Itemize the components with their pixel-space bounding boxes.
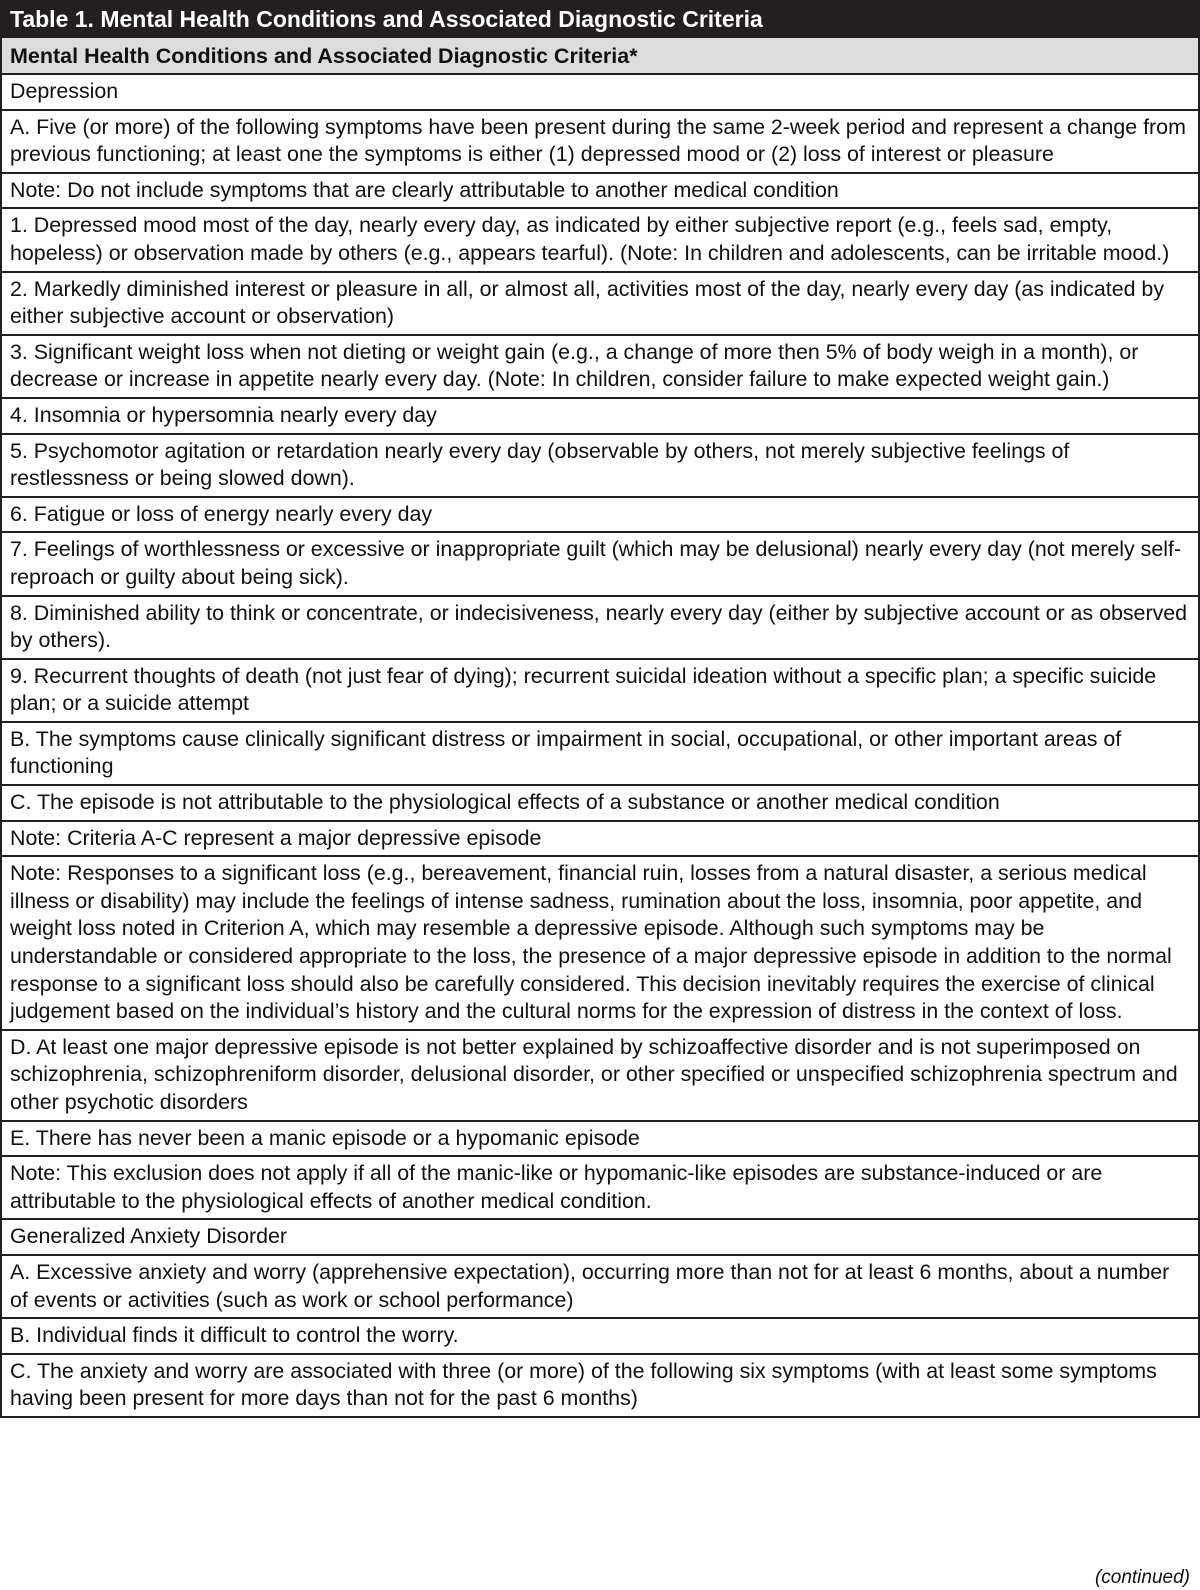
table-row: A. Excessive anxiety and worry (apprehensive expectation), occurring more than not for at least 6 months, about a number of events or activities (such as work or school performance) [2, 1256, 1198, 1319]
table-row: 1. Depressed mood most of the day, nearly every day, as indicated by either subjective report (e.g., feels sad, empty, hopeless) or observation made by others (e.g., appears tearful). (Note: In children and adolescents, can be irritable mood.) [2, 209, 1198, 272]
continued-note: (continued) [1094, 1567, 1190, 1588]
table-row: C. The episode is not attributable to the physiological effects of a substance or another medical condition [2, 786, 1198, 822]
table-title: Table 1. Mental Health Conditions and Associated Diagnostic Criteria [0, 0, 1200, 38]
table-row: C. The anxiety and worry are associated with three (or more) of the following six symptoms (with at least some symptoms having been present for more days than not for the past 6 months) [10, 1358, 1157, 1411]
table-row: Note: Criteria A-C represent a major depressive episode [2, 822, 1198, 858]
table-row: 6. Fatigue or loss of energy nearly every day [2, 498, 1198, 534]
table-row: Note: This exclusion does not apply if all of the manic-like or hypomanic-like episodes are substance-induced or are attributable to the physiological effects of another medical condition. [2, 1157, 1198, 1220]
table-row: B. The symptoms cause clinically significant distress or impairment in social, occupational, or other important areas of functioning [2, 723, 1198, 786]
table-row: A. Five (or more) of the following symptoms have been present during the same 2-week period and represent a change from previous functioning; at least one the symptoms is either (1) depressed mood or (2) loss of interest or pleasure [2, 111, 1198, 174]
table-row: B. Individual finds it difficult to control the worry. [2, 1319, 1198, 1355]
table-row: 8. Diminished ability to think or concentrate, or indecisiveness, nearly every day (either by subjective account or as observed by others). [2, 597, 1198, 660]
table-row-depression-heading: Depression [2, 75, 1198, 111]
table-row: E. There has never been a manic episode or a hypomanic episode [2, 1122, 1198, 1158]
table-row: 7. Feelings of worthlessness or excessive or inappropriate guilt (which may be delusional) nearly every day (not merely self-reproach or guilty about being sick). [2, 533, 1198, 596]
table-row: D. At least one major depressive episode is not better explained by schizoaffective disorder and is not superimposed on schizophrenia, schizophreniform disorder, delusional disorder, or other specified or unspecified schizophrenia spectrum and other psychotic disorders [2, 1031, 1198, 1122]
table-row: Note: Responses to a significant loss (e.g., bereavement, financial ruin, losses from a natural disaster, a serious medical illness or disability) may include the feelings of intense sadness, rumination about the loss, insomnia, poor appetite, and weight loss noted in Criterion A, which may resemble a depressive episode. Although such symptoms may be understandable or considered appropriate to the loss, the presence of a major depressive episode in addition to the normal response to a significant loss should also be carefully considered. This decision inevitably requires the exercise of clinical judgement based on the individual’s history and the cultural norms for the expression of distress in the context of loss. [2, 857, 1198, 1031]
table-row-gad-heading: Generalized Anxiety Disorder [2, 1220, 1198, 1256]
criteria-table [0, 38, 1200, 1418]
table-subheader: Mental Health Conditions and Associated Diagnostic Criteria* [2, 38, 1198, 75]
table-row: 3. Significant weight loss when not dieting or weight gain (e.g., a change of more then 5% of body weigh in a month), or decrease or increase in appetite nearly every day. (Note: In children, consider failure to make expected weight gain.) [2, 336, 1198, 399]
table-row: 2. Markedly diminished interest or pleasure in all, or almost all, activities most of the day, nearly every day (as indicated by either subjective account or observation) [2, 273, 1198, 336]
table-row: Note: Do not include symptoms that are clearly attributable to another medical condition [2, 174, 1198, 210]
table-row: 9. Recurrent thoughts of death (not just fear of dying); recurrent suicidal ideation without a specific plan; a specific suicide plan; or a suicide attempt [2, 660, 1198, 723]
table-row: 5. Psychomotor agitation or retardation nearly every day (observable by others, not merely subjective feelings of restlessness or being slowed down). [2, 435, 1198, 498]
table-row: 4. Insomnia or hypersomnia nearly every day [2, 399, 1198, 435]
